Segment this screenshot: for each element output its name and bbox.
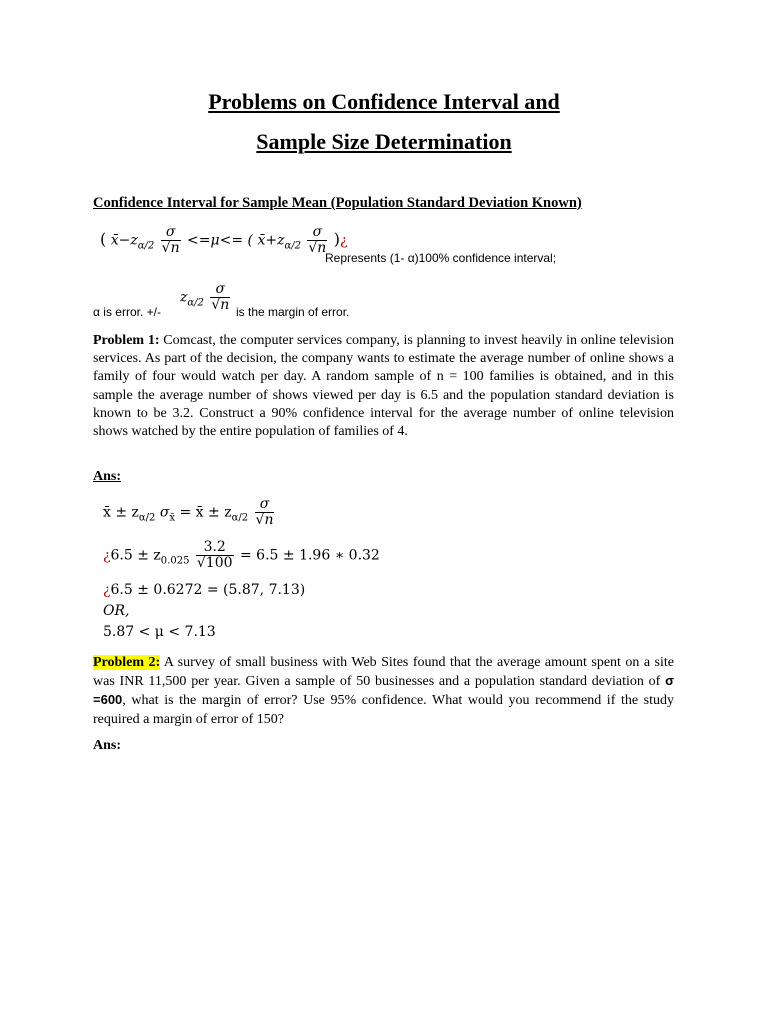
ci-formula xyxy=(100,225,348,256)
margin-text: is the margin of error. xyxy=(236,305,350,319)
ci-lower-term: x̄−z xyxy=(110,232,138,249)
problem1-label: Problem 1: xyxy=(93,333,160,348)
margin-sigma: σ xyxy=(215,281,226,297)
ci-glyph: ¿ xyxy=(340,232,348,249)
work-line2-a: 6.5 ± z xyxy=(110,547,161,564)
work-line3-text: 6.5 ± 0.6272 = (5.87, 7.13) xyxy=(110,582,306,598)
work-line5: 5.87 < μ < 7.13 xyxy=(103,624,216,640)
ci-upper-sub: α/2 xyxy=(284,240,301,252)
represents-text: Represents (1- α)100% confidence interval; xyxy=(325,251,557,265)
problem2-paragraph xyxy=(93,654,674,729)
problem2-ans-label: Ans: xyxy=(93,738,122,753)
work-line3 xyxy=(103,582,305,598)
ci-close-paren: ) xyxy=(333,229,341,249)
ci-upper-term: x̄+z xyxy=(257,232,285,249)
work-line1-mid-sub: x̄ xyxy=(169,512,176,524)
alpha-text: α is error. +/- xyxy=(93,305,161,319)
ci-lower-sub: α/2 xyxy=(137,240,155,252)
work-line2-fraction xyxy=(196,540,234,571)
problem1-ans-label: Ans: xyxy=(93,469,122,484)
ci-middle: <=μ<= ( xyxy=(187,232,253,249)
work-line2-den: √100 xyxy=(196,555,233,571)
problem2-text-a: A survey of small business with Web Sites found that the average amount spent on a site was INR 11,500 per year. Given a sample of 50 businesses and a population standard deviation of xyxy=(93,655,674,690)
work-line1-sub2: α/2 xyxy=(231,512,249,524)
problem2-text-b: , what is the margin of error? Use 95% confidence. What would you recommend if the study required a margin of error of 150? xyxy=(93,693,674,727)
problem2-sigma: σ =600 xyxy=(93,673,674,708)
margin-z: z xyxy=(180,289,188,306)
work-line2 xyxy=(103,540,380,571)
work-line4: OR, xyxy=(103,603,130,619)
margin-fraction xyxy=(210,282,230,313)
ci-lower-sigma: σ xyxy=(165,224,176,240)
work-line1-fraction xyxy=(255,497,275,528)
page-subtitle: Sample Size Determination xyxy=(256,129,512,154)
work-line1-root-n: √n xyxy=(255,512,274,528)
margin-root-n: √n xyxy=(211,297,230,313)
ci-open-paren: ( xyxy=(100,229,107,249)
work-line2-b: = 6.5 ± 1.96 ∗ 0.32 xyxy=(240,547,380,564)
margin-formula xyxy=(180,282,232,313)
ci-upper-sigma: σ xyxy=(312,224,323,240)
ci-upper-root-n: √n xyxy=(308,240,327,256)
work-line2-glyph: ¿ xyxy=(103,547,111,564)
work-line1-mid: σ xyxy=(159,504,170,521)
problem2-label: Problem 2: xyxy=(93,655,161,670)
page-title: Problems on Confidence Interval and xyxy=(208,89,560,114)
work-line2-num: 3.2 xyxy=(203,539,226,555)
work-line1-sigma: σ xyxy=(259,496,270,512)
work-line3-glyph: ¿ xyxy=(103,582,111,598)
ci-lower-fraction xyxy=(161,225,181,256)
problem1-paragraph xyxy=(93,332,674,441)
problem1-text: Comcast, the computer services company, is planning to invest heavily in online television services. As part of the decision, the company wants to estimate the average number of online shows a family of four would watch per day. A random sample of n = 100 families is obtained, and in this sample the average number of shows viewed per day is 6.5 and the population standard deviation is known to be 3.2. Construct a 90% confidence interval for the average number of online television shows watched by the entire population of families of 4. xyxy=(93,333,674,440)
margin-sub: α/2 xyxy=(187,297,204,309)
work-line1-left: x̄ ± z xyxy=(103,504,139,521)
ci-lower-root-n: √n xyxy=(161,240,180,256)
section-heading: Confidence Interval for Sample Mean (Population Standard Deviation Known) xyxy=(93,195,582,211)
work-line2-sub: 0.025 xyxy=(160,555,190,567)
work-line1-eq: = x̄ ± z xyxy=(179,504,232,521)
work-line1 xyxy=(103,497,276,528)
work-line1-sub: α/2 xyxy=(138,512,156,524)
